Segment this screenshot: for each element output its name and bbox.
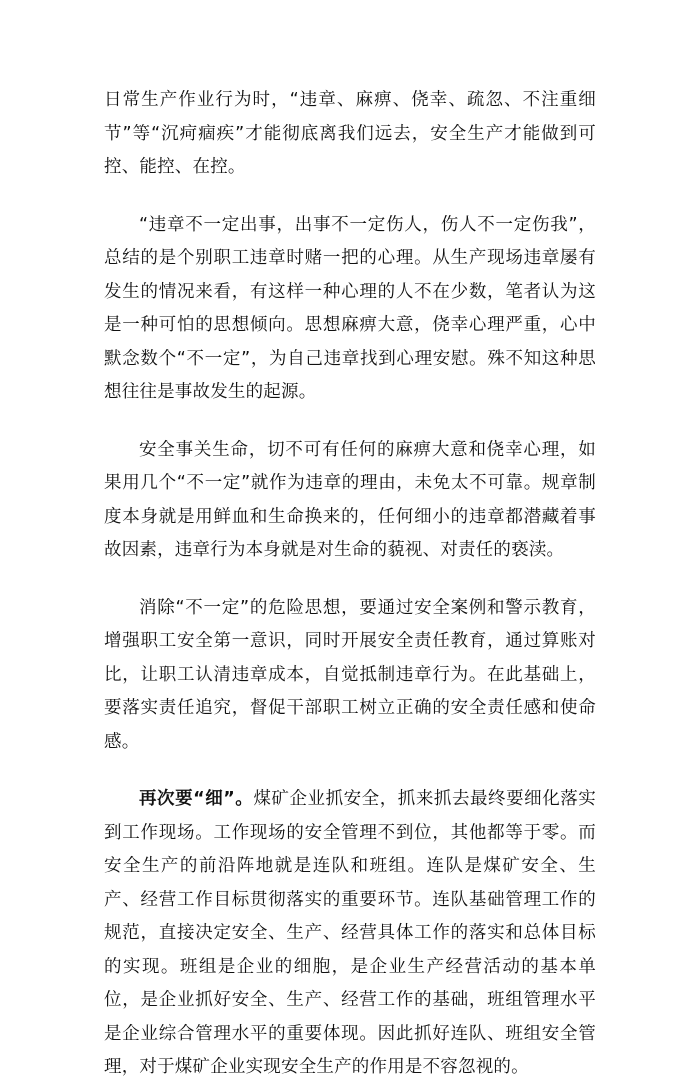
paragraph-1-text: 日常生产作业行为时，“违章、麻痹、侥幸、疏忽、不注重细节”等“沉疴痼疾”才能彻底离我们远去，安全生产才能做到可控、能控、在控。 xyxy=(104,90,596,177)
paragraph-2-text: “违章不一定出事，出事不一定伤人，伤人不一定伤我”，总结的是个别职工违章时赌一把的心理。从生产现场违章屡有发生的情况来看，有这样一种心理的人不在少数，笔者认为这是一种可怕的思想倾向。思想麻痹大意，侥幸心理严重，心中默念数个“不一定”，为自己违章找到心理安慰。殊不知这种思想往往是事故发生的起源。 xyxy=(104,214,596,402)
paragraph-5 xyxy=(104,783,596,1085)
paragraph-2 xyxy=(104,209,596,410)
paragraph-1 xyxy=(104,84,596,185)
paragraph-4-text: 消除“不一定”的危险思想，要通过安全案例和警示教育，增强职工安全第一意识，同时开展安全责任教育，通过算账对比，让职工认清违章成本，自觉抵制违章行为。在此基础上，要落实责任追究，督促干部职工树立正确的安全责任感和使命感。 xyxy=(104,597,596,752)
paragraph-3-text: 安全事关生命，切不可有任何的麻痹大意和侥幸心理，如果用几个“不一定”就作为违章的理由，未免太不可靠。规章制度本身就是用鲜血和生命换来的，任何细小的违章都潜藏着事故因素，违章行为本身就是对生命的藐视、对责任的亵渎。 xyxy=(104,439,596,560)
paragraph-3 xyxy=(104,434,596,568)
paragraph-5-text: 煤矿企业抓安全，抓来抓去最终要细化落实到工作现场。工作现场的安全管理不到位，其他都等于零。而安全生产的前沿阵地就是连队和班组。连队是煤矿安全、生产、经营工作目标贯彻落实的重要环节。连队基础管理工作的规范，直接决定安全、生产、经营具体工作的落实和总体目标的实现。班组是企业的细胞，是企业生产经营活动的基本单位，是企业抓好安全、生产、经营工作的基础，班组管理水平是企业综合管理水平的重要体现。因此抓好连队、班组安全管理，对于煤矿企业实现安全生产的作用是不容忽视的。 xyxy=(104,789,596,1077)
paragraph-5-heading: 再次要“细”。 xyxy=(139,789,254,809)
paragraph-4 xyxy=(104,592,596,760)
